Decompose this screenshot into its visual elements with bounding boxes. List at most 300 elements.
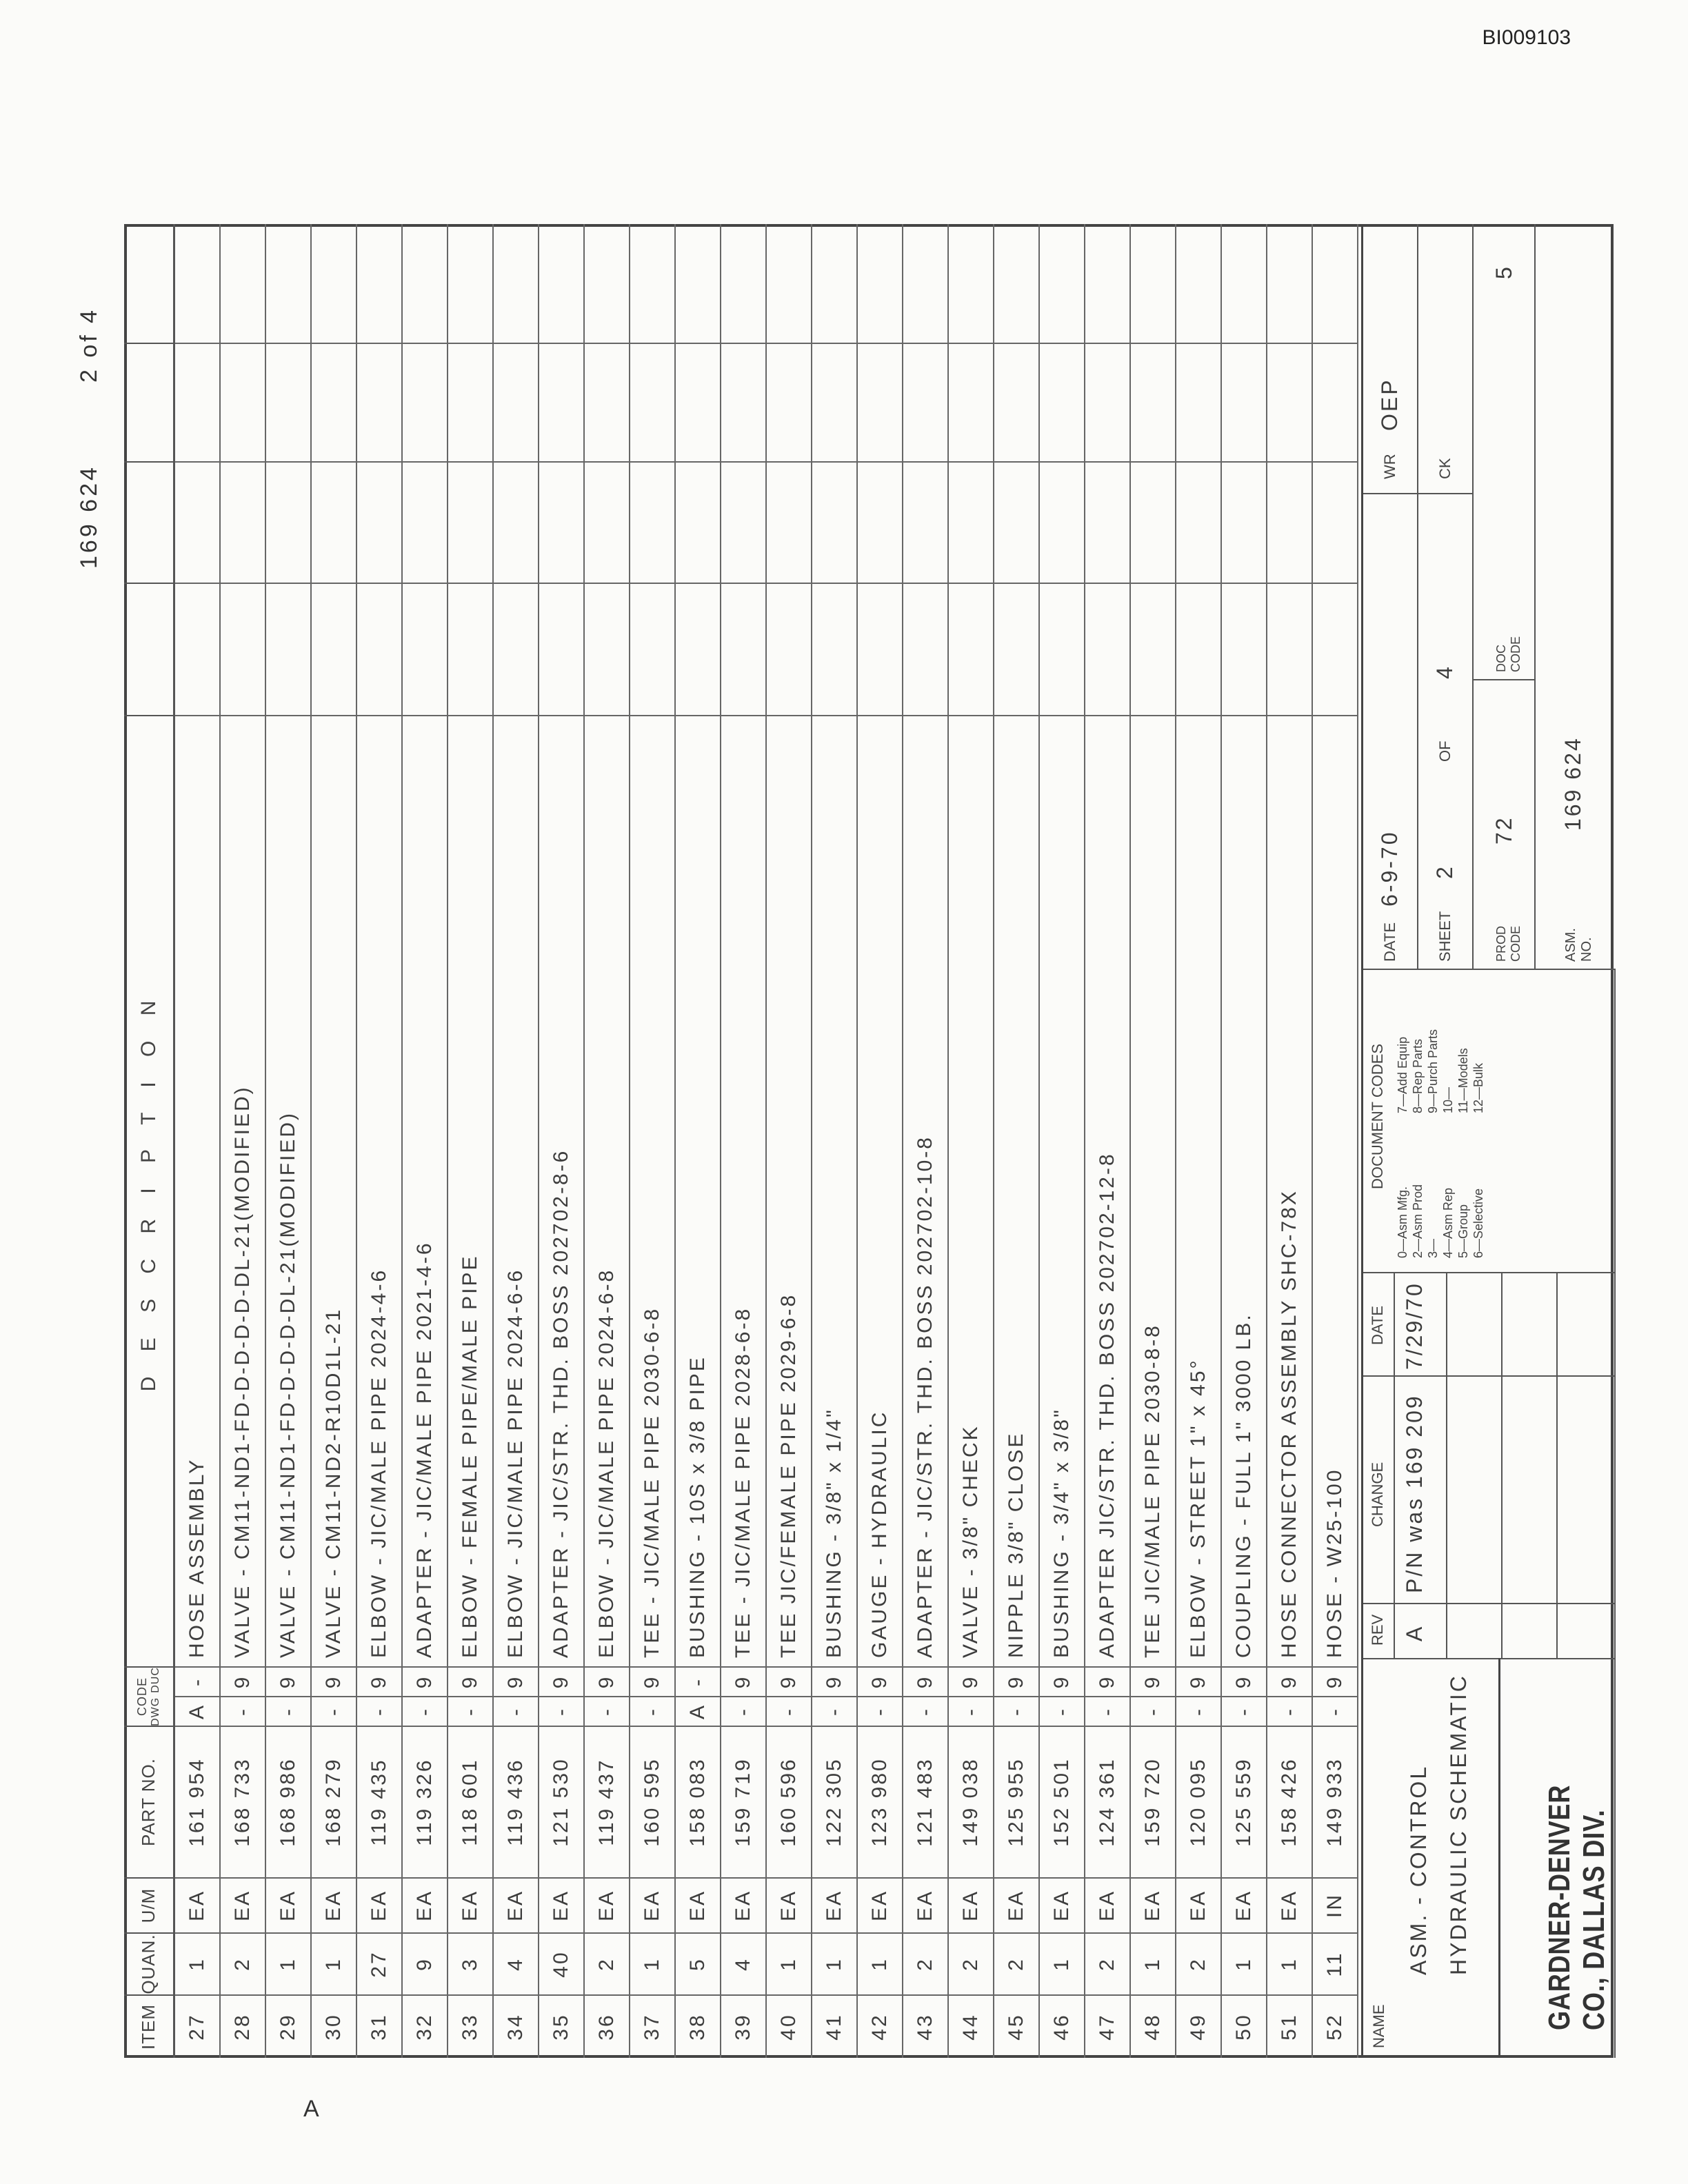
unit-cell: EA [539,1877,583,1932]
col-blank-4 [124,224,175,343]
quantity-cell: 1 [630,1932,674,1994]
dwg-code-cell: - [1222,1696,1266,1726]
blank-cell-1 [448,583,492,715]
item-cell: 38 [676,1994,720,2058]
blank-cell-4 [1085,224,1129,343]
item-cell: 37 [630,1994,674,2058]
blank-cell-3 [1085,343,1129,461]
unit-cell: EA [403,1877,447,1932]
document-code-item: 2—Asm Prod [1411,1184,1425,1258]
dwg-code-cell: - [403,1696,447,1726]
blank-cell-4 [1222,224,1266,343]
blank-cell-4 [357,224,401,343]
description-cell: ADAPTER - JIC/STR. THD. BOSS 202702-8-6 [539,715,583,1666]
description-cell: COUPLING - FULL 1" 3000 LB. [1222,715,1266,1666]
quantity-cell: 1 [812,1932,856,1994]
blank-cell-3 [494,343,538,461]
prod-code-box [1474,679,1536,969]
blank-cell-1 [585,583,629,715]
description-cell: TEE - JIC/MALE PIPE 2030-6-8 [630,715,674,1666]
description-cell: ADAPTER - JIC/STR. THD. BOSS 202702-10-8 [903,715,947,1666]
blank-cell-3 [630,343,674,461]
blank-cell-2 [1131,461,1175,583]
document-code-item: 11—Models [1456,1048,1470,1113]
description-cell: VALVE - CM11-ND1-FD-D-D-D-DL-21(MODIFIED) [266,715,310,1666]
description-cell: BUSHING - 3/8" x 1/4" [812,715,856,1666]
description-cell: TEE JIC/FEMALE PIPE 2029-6-8 [767,715,811,1666]
table-row [1222,224,1267,2058]
blank-cell-2 [494,461,538,583]
quantity-cell: 1 [858,1932,902,1994]
blank-cell-3 [1222,343,1266,461]
blank-cell-4 [266,224,310,343]
unit-cell: EA [448,1877,492,1932]
blank-cell-4 [403,224,447,343]
change-date-value: 7/29/70 [1402,1282,1427,1370]
duc-code-cell: - [676,1666,720,1696]
table-row [357,224,403,2058]
blank-cell-2 [630,461,674,583]
item-cell: 49 [1176,1994,1220,2058]
unit-cell: EA [1085,1877,1129,1932]
duc-code-cell: 9 [448,1666,492,1696]
unit-cell: EA [1176,1877,1220,1932]
col-blank-3 [124,343,175,461]
blank-cell-1 [812,583,856,715]
blank-cell-3 [312,343,356,461]
duc-code-cell: 9 [1222,1666,1266,1696]
item-cell: 44 [949,1994,993,2058]
part-number-cell: 168 986 [266,1726,310,1877]
duc-code-cell: 9 [994,1666,1038,1696]
blank-cell-4 [721,224,765,343]
rev-column [1363,1603,1616,1658]
col-part-no: PART NO. [124,1726,175,1877]
blank-cell-1 [175,583,219,715]
quantity-cell: 2 [903,1932,947,1994]
part-number-cell: 160 596 [767,1726,811,1877]
table-row [266,224,312,2058]
dwg-code-cell: - [903,1696,947,1726]
blank-cell-3 [1313,343,1357,461]
blank-cell-4 [312,224,356,343]
blank-cell-1 [1176,583,1220,715]
blank-cell-3 [539,343,583,461]
unit-cell: EA [630,1877,674,1932]
item-cell: 31 [357,1994,401,2058]
quantity-cell: 9 [403,1932,447,1994]
blank-cell-1 [1222,583,1266,715]
item-cell: 41 [812,1994,856,2058]
parts-list-form [76,224,1614,2058]
blank-cell-2 [767,461,811,583]
dwg-code-cell: - [312,1696,356,1726]
blank-cell-4 [767,224,811,343]
date-box [1363,493,1418,969]
item-cell: 33 [448,1994,492,2058]
quantity-cell: 40 [539,1932,583,1994]
quantity-cell: 1 [1267,1932,1312,1994]
item-cell: 48 [1131,1994,1175,2058]
unit-cell: EA [312,1877,356,1932]
duc-code-cell: 9 [721,1666,765,1696]
blank-cell-2 [721,461,765,583]
unit-cell: EA [221,1877,265,1932]
revision-margin-mark: A [303,2096,319,2122]
duc-code-cell: 9 [357,1666,401,1696]
blank-cell-2 [994,461,1038,583]
quantity-cell: 5 [676,1932,720,1994]
blank-cell-3 [1040,343,1084,461]
blank-cell-1 [1131,583,1175,715]
blank-cell-2 [903,461,947,583]
prod-code-value: 72 [1491,816,1516,845]
blank-cell-3 [903,343,947,461]
blank-cell-4 [630,224,674,343]
part-number-cell: 168 733 [221,1726,265,1877]
blank-cell-1 [1267,583,1312,715]
quantity-cell: 11 [1313,1932,1357,1994]
unit-cell: EA [175,1877,219,1932]
blank-cell-3 [676,343,720,461]
document-code-item: 5—Group [1456,1204,1470,1258]
description-cell: ELBOW - FEMALE PIPE/MALE PIPE [448,715,492,1666]
blank-cell-1 [312,583,356,715]
part-number-cell: 124 361 [1085,1726,1129,1877]
blank-cell-4 [812,224,856,343]
description-cell: ADAPTER JIC/STR. THD. BOSS 202702-12-8 [1085,715,1129,1666]
duc-code-cell: 9 [1267,1666,1312,1696]
blank-cell-2 [403,461,447,583]
unit-cell: EA [585,1877,629,1932]
blank-cell-3 [357,343,401,461]
item-cell: 29 [266,1994,310,2058]
unit-cell: EA [994,1877,1038,1932]
unit-cell: EA [949,1877,993,1932]
quantity-cell: 1 [1131,1932,1175,1994]
dwg-code-cell: - [994,1696,1038,1726]
table-row [1313,224,1358,2058]
item-cell: 39 [721,1994,765,2058]
rev-value: A [1402,1624,1427,1641]
description-cell: ELBOW - JIC/MALE PIPE 2024-4-6 [357,715,401,1666]
title-block [1361,224,1614,2058]
asm-no-box [1536,224,1616,969]
change-label: CHANGE [1369,1462,1386,1527]
unit-cell: EA [266,1877,310,1932]
wr-value: OEP [1377,378,1402,431]
table-row [1267,224,1313,2058]
unit-cell: EA [1222,1877,1266,1932]
blank-cell-4 [949,224,993,343]
item-cell: 36 [585,1994,629,2058]
unit-cell: EA [767,1877,811,1932]
col-description: D E S C R I P T I O N [124,715,175,1666]
blank-cell-2 [1040,461,1084,583]
blank-cell-3 [266,343,310,461]
description-cell: ELBOW - STREET 1" x 45° [1176,715,1220,1666]
doc-code-value: 5 [1491,265,1516,279]
quantity-cell: 1 [175,1932,219,1994]
doc-code-box [1474,224,1536,679]
part-number-cell: 159 720 [1131,1726,1175,1877]
col-code [124,1666,175,1726]
item-cell: 32 [403,1994,447,2058]
quantity-cell: 4 [721,1932,765,1994]
part-number-cell: 125 955 [994,1726,1038,1877]
duc-code-cell: 9 [494,1666,538,1696]
dwg-code-cell: - [812,1696,856,1726]
sheet-value: 2 [1432,865,1457,879]
blank-cell-3 [812,343,856,461]
description-cell: TEE - JIC/MALE PIPE 2028-6-8 [721,715,765,1666]
item-cell: 43 [903,1994,947,2058]
code-dwg-label: DWG [150,1697,161,1726]
part-number-cell: 120 095 [1176,1726,1220,1877]
document-code-item: 8—Rep Parts [1411,1038,1425,1113]
duc-code-cell: 9 [1176,1666,1220,1696]
table-row [630,224,676,2058]
table-row [676,224,721,2058]
blank-cell-1 [949,583,993,715]
table-row [1176,224,1222,2058]
document-code-item: 6—Selective [1471,1188,1485,1258]
blank-cell-1 [630,583,674,715]
document-codes-box [1363,969,1616,1272]
blank-cell-2 [1085,461,1129,583]
part-number-cell: 168 279 [312,1726,356,1877]
item-cell: 28 [221,1994,265,2058]
part-number-cell: 160 595 [630,1726,674,1877]
blank-cell-1 [1040,583,1084,715]
blank-cell-1 [403,583,447,715]
duc-code-cell: 9 [858,1666,902,1696]
quantity-cell: 1 [1040,1932,1084,1994]
code-duc-label: DUC [150,1667,161,1693]
dwg-code-cell: - [1313,1696,1357,1726]
ck-label: CK [1436,458,1454,479]
date-label: DATE [1381,922,1398,962]
table-row [767,224,812,2058]
item-cell: 47 [1085,1994,1129,2058]
sheet-label: SHEET [1436,911,1454,962]
dwg-code-cell: - [949,1696,993,1726]
wr-box [1363,224,1418,493]
blank-cell-4 [676,224,720,343]
duc-code-cell: 9 [903,1666,947,1696]
blank-cell-4 [539,224,583,343]
duc-code-cell: 9 [312,1666,356,1696]
blank-cell-1 [221,583,265,715]
dwg-code-cell: - [448,1696,492,1726]
blank-cell-3 [1267,343,1312,461]
blank-cell-1 [767,583,811,715]
item-cell: 35 [539,1994,583,2058]
part-number-cell: 119 326 [403,1726,447,1877]
quantity-cell: 2 [1176,1932,1220,1994]
description-cell: BUSHING - 3/4" x 3/8" [1040,715,1084,1666]
duc-code-cell: - [175,1666,219,1696]
document-code-item: 9—Purch Parts [1426,1029,1440,1113]
part-number-cell: 159 719 [721,1726,765,1877]
dwg-code-cell: - [1267,1696,1312,1726]
item-cell: 51 [1267,1994,1312,2058]
blank-cell-2 [357,461,401,583]
table-row [539,224,585,2058]
table-row [403,224,448,2058]
dwg-code-cell: - [357,1696,401,1726]
item-cell: 45 [994,1994,1038,2058]
description-cell: HOSE CONNECTOR ASSEMBLY SHC-78X [1267,715,1312,1666]
blank-cell-3 [175,343,219,461]
table-row [903,224,949,2058]
change-date-label: DATE [1369,1305,1386,1345]
blank-cell-2 [221,461,265,583]
description-cell: NIPPLE 3/8" CLOSE [994,715,1038,1666]
assembly-name: ASM. - CONTROL [1406,1764,1431,1975]
col-quan: QUAN. [124,1932,175,1994]
company-name: GARDNER-DENVER CO., DALLAS DIV. [1543,1784,1611,2030]
duc-code-cell: 9 [767,1666,811,1696]
table-row [448,224,494,2058]
part-number-cell: 119 435 [357,1726,401,1877]
document-codes-list-2 [1395,1029,1486,1113]
unit-cell: EA [676,1877,720,1932]
blank-cell-3 [949,343,993,461]
doc-code-label: DOC CODE [1494,636,1523,672]
dwg-code-cell: - [1131,1696,1175,1726]
description-cell: GAUGE - HYDRAULIC [858,715,902,1666]
blank-cell-1 [994,583,1038,715]
unit-cell: IN [1313,1877,1357,1932]
document-code-item: 4—Asm Rep [1441,1187,1455,1258]
blank-cell-4 [448,224,492,343]
document-code-item: 0—Asm Mfg. [1396,1186,1409,1258]
blank-cell-2 [858,461,902,583]
blank-cell-1 [676,583,720,715]
name-box [1363,1658,1616,2058]
blank-cell-1 [1313,583,1357,715]
duc-code-cell: 9 [539,1666,583,1696]
description-cell: TEE JIC/MALE PIPE 2030-8-8 [1131,715,1175,1666]
description-cell: VALVE - CM11-ND1-FD-D-D-D-D-DL-21(MODIFIED) [221,715,265,1666]
blank-cell-4 [1313,224,1357,343]
blank-cell-2 [1313,461,1357,583]
blank-cell-1 [266,583,310,715]
dwg-code-cell: A [676,1696,720,1726]
blank-cell-1 [1085,583,1129,715]
blank-cell-2 [676,461,720,583]
description-cell: VALVE - 3/8" CHECK [949,715,993,1666]
blank-cell-3 [403,343,447,461]
table-row [994,224,1040,2058]
blank-cell-4 [994,224,1038,343]
duc-code-cell: 9 [1313,1666,1357,1696]
item-cell: 42 [858,1994,902,2058]
change-date-column [1363,1272,1616,1375]
duc-code-cell: 9 [1131,1666,1175,1696]
part-number-cell: 118 601 [448,1726,492,1877]
table-row [858,224,903,2058]
dwg-code-cell: - [767,1696,811,1726]
description-cell: ELBOW - JIC/MALE PIPE 2024-6-8 [585,715,629,1666]
unit-cell: EA [903,1877,947,1932]
quantity-cell: 1 [266,1932,310,1994]
quantity-cell: 2 [585,1932,629,1994]
item-cell: 40 [767,1994,811,2058]
unit-cell: EA [812,1877,856,1932]
blank-cell-4 [221,224,265,343]
blank-cell-3 [858,343,902,461]
blank-cell-4 [175,224,219,343]
blank-cell-3 [721,343,765,461]
duc-code-cell: 9 [630,1666,674,1696]
blank-cell-3 [1176,343,1220,461]
duc-code-cell: 9 [949,1666,993,1696]
unit-cell: EA [1267,1877,1312,1932]
document-code-item: 10— [1441,1086,1455,1113]
blank-cell-1 [494,583,538,715]
blank-cell-2 [1222,461,1266,583]
quantity-cell: 2 [994,1932,1038,1994]
name-label: NAME [1370,2004,1387,2048]
blank-cell-1 [903,583,947,715]
unit-cell: EA [1131,1877,1175,1932]
blank-cell-1 [721,583,765,715]
duc-code-cell: 9 [1085,1666,1129,1696]
quantity-cell: 1 [1222,1932,1266,1994]
blank-cell-1 [539,583,583,715]
part-number-cell: 121 483 [903,1726,947,1877]
description-cell: VALVE - CM11-ND2-R10D1L-21 [312,715,356,1666]
table-row [1040,224,1085,2058]
blank-cell-4 [1176,224,1220,343]
blank-cell-2 [1267,461,1312,583]
dwg-code-cell: - [266,1696,310,1726]
dwg-code-cell: - [1176,1696,1220,1726]
table-row [585,224,630,2058]
rev-label: REV [1369,1614,1386,1646]
blank-cell-2 [949,461,993,583]
sheet-box [1418,493,1474,969]
blank-cell-4 [858,224,902,343]
of-label: OF [1436,740,1454,762]
part-number-cell: 119 436 [494,1726,538,1877]
quantity-cell: 4 [494,1932,538,1994]
unit-cell: EA [721,1877,765,1932]
unit-cell: EA [1040,1877,1084,1932]
part-number-cell: 152 501 [1040,1726,1084,1877]
part-number-cell: 149 038 [949,1726,993,1877]
asm-no-value: 169 624 [1560,736,1585,831]
table-row [949,224,994,2058]
description-cell: HOSE - W25-100 [1313,715,1357,1666]
blank-cell-2 [539,461,583,583]
table-row [1131,224,1176,2058]
quantity-cell: 2 [1085,1932,1129,1994]
header-assembly-number: 169 624 [76,465,102,569]
blank-cell-4 [1040,224,1084,343]
table-row [812,224,858,2058]
blank-cell-3 [221,343,265,461]
blank-cell-2 [312,461,356,583]
dwg-code-cell: - [721,1696,765,1726]
blank-cell-3 [994,343,1038,461]
description-cell: HOSE ASSEMBLY [175,715,219,1666]
part-number-cell: 158 083 [676,1726,720,1877]
col-blank-1 [124,583,175,715]
ck-box [1418,224,1474,493]
